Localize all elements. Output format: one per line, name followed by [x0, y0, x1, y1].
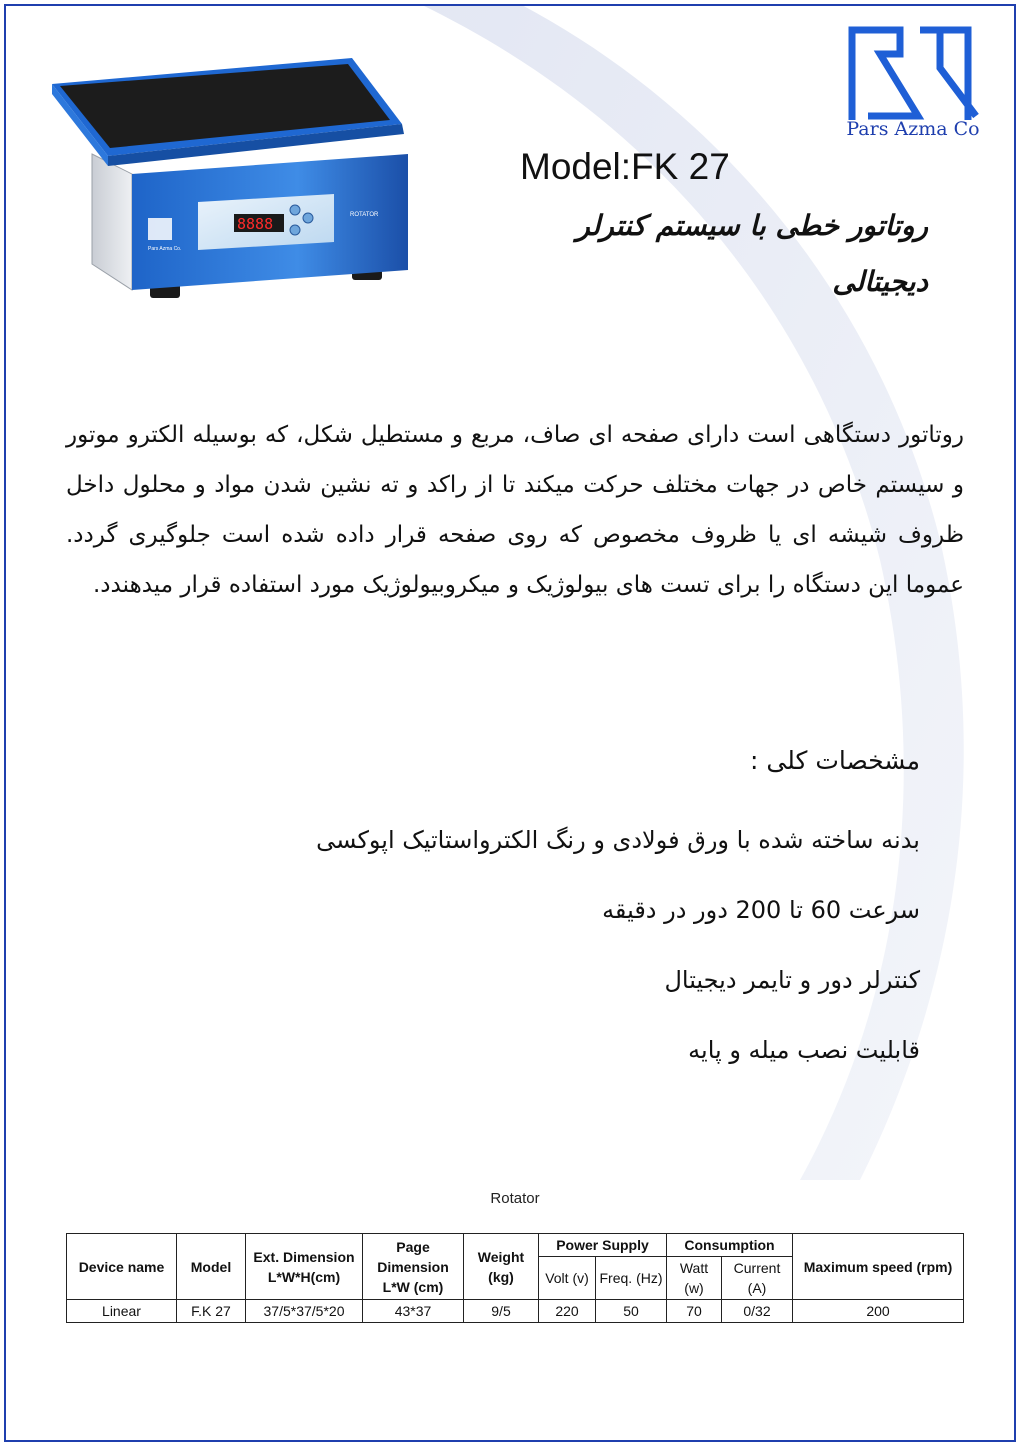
list-item: سرعت 60 تا 200 دور در دقیقه [602, 896, 920, 924]
description-paragraph: روتاتور دستگاهی است دارای صفحه ای صاف، مربع و مستطیل شکل، که بوسیله الکترو موتور و سیستم خاص در جهات مختلف حرکت میکند تا از راکد و ته نشین شدن مواد و محلول داخل ظروف شیشه ای یا ظروف مخصوص که روی صفحه قرار داده شده است جلوگیری گردد. عموما این دستگاه را برای تست های بیولوژیک و میکروبیولوژیک مورد استفاده قرار میدهندد. [66, 422, 964, 598]
header-ext-dimension: Ext. Dimension L*W*H(cm) [246, 1234, 363, 1300]
header-weight: Weight (kg) [464, 1234, 539, 1300]
cell-freq: 50 [596, 1300, 667, 1323]
svg-text:Pars Azma Co.: Pars Azma Co. [148, 246, 182, 252]
spec-table [66, 1233, 964, 1323]
cell-ext-dimension: 37/5*37/5*20 [246, 1300, 363, 1323]
cell-device-name: Linear [67, 1300, 177, 1323]
table-header-row [67, 1234, 964, 1257]
header-page-dimension: Page Dimension L*W (cm) [363, 1234, 464, 1300]
list-item: قابلیت نصب میله و پایه [688, 1036, 920, 1064]
header-max-speed: Maximum speed (rpm) [793, 1234, 964, 1300]
header-consumption: Consumption [667, 1234, 793, 1257]
product-title: روتاتور خطی با سیستم کنترلر دیجیتالی [576, 209, 928, 298]
header-watt: Watt (w) [667, 1257, 722, 1300]
cell-page-dimension: 43*37 [363, 1300, 464, 1323]
list-item: بدنه ساخته شده با ورق فولادی و رنگ الکترواستاتیک اپوکسی [316, 826, 920, 854]
specs-heading: مشخصات کلی : [750, 746, 920, 775]
header-volt: Volt (v) [539, 1257, 596, 1300]
header-power-supply: Power Supply [539, 1234, 667, 1257]
header-device-name: Device name [67, 1234, 177, 1300]
cell-max-speed: 200 [793, 1300, 964, 1323]
svg-text:8888: 8888 [237, 215, 274, 233]
header-current: Current (A) [722, 1257, 793, 1300]
cell-watt: 70 [667, 1300, 722, 1323]
svg-text:ROTATOR: ROTATOR [350, 212, 379, 218]
cell-model: F.K 27 [177, 1300, 246, 1323]
cell-volt: 220 [539, 1300, 596, 1323]
model-label: Model:FK 27 [520, 146, 730, 187]
header-model: Model [177, 1234, 246, 1300]
cell-weight: 9/5 [464, 1300, 539, 1323]
device-image [52, 54, 432, 304]
table-row [67, 1300, 964, 1323]
table-caption: Rotator [490, 1190, 540, 1207]
header-freq: Freq. (Hz) [596, 1257, 667, 1300]
cell-current: 0/32 [722, 1300, 793, 1323]
company-name: Pars Azma Co [846, 118, 980, 140]
features-list [160, 816, 920, 1096]
list-item: کنترلر دور و تایمر دیجیتال [664, 966, 920, 994]
